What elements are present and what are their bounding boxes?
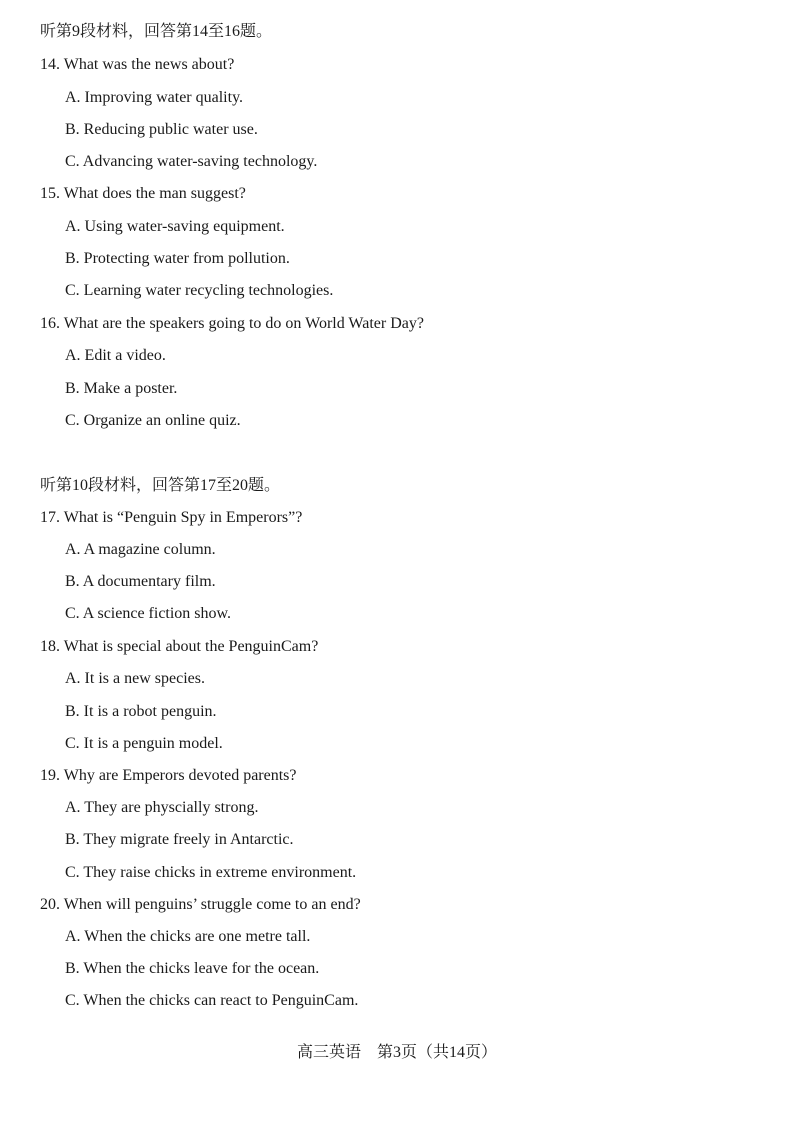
- question-14-stem: 14. What was the news about?: [40, 56, 235, 73]
- question-18-option-c: C. It is a penguin model.: [65, 735, 223, 752]
- question-18-option-b: B. It is a robot penguin.: [65, 703, 217, 720]
- question-16-option-a: A. Edit a video.: [65, 347, 166, 364]
- question-16-option-c: C. Organize an online quiz.: [65, 412, 241, 429]
- question-19-option-c: C. They raise chicks in extreme environment.: [65, 864, 357, 881]
- question-18-option-a: A. It is a new species.: [65, 670, 205, 687]
- question-15-option-b: B. Protecting water from pollution.: [65, 250, 290, 267]
- question-17-stem: 17. What is “Penguin Spy in Emperors”?: [40, 509, 303, 526]
- section-heading: 听第9段材料，回答第14至16题。: [40, 23, 273, 40]
- question-14-option-b: B. Reducing public water use.: [65, 121, 258, 138]
- question-19-option-a: A. They are physcially strong.: [65, 799, 259, 816]
- question-15-stem: 15. What does the man suggest?: [40, 185, 246, 202]
- question-17-option-a: A. A magazine column.: [65, 541, 216, 558]
- question-19-option-b: B. They migrate freely in Antarctic.: [65, 831, 294, 848]
- question-17-option-c: C. A science fiction show.: [65, 605, 232, 622]
- question-18-stem: 18. What is special about the PenguinCam?: [40, 638, 319, 655]
- question-19-stem: 19. Why are Emperors devoted parents?: [40, 767, 297, 784]
- question-17-option-b: B. A documentary film.: [65, 573, 216, 590]
- question-16-stem: 16. What are the speakers going to do on World Water Day?: [40, 315, 424, 332]
- question-14-option-c: C. Advancing water-saving technology.: [65, 153, 318, 170]
- page-footer: 高三英语 第3页（共14页）: [296, 1044, 497, 1061]
- section-heading: 听第10段材料，回答第17至20题。: [40, 477, 281, 494]
- question-20-option-a: A. When the chicks are one metre tall.: [65, 928, 311, 945]
- question-20-stem: 20. When will penguins’ struggle come to an end?: [40, 896, 361, 913]
- question-15-option-c: C. Learning water recycling technologies.: [65, 282, 334, 299]
- question-20-option-c: C. When the chicks can react to PenguinCam.: [65, 992, 359, 1009]
- question-20-option-b: B. When the chicks leave for the ocean.: [65, 960, 320, 977]
- question-16-option-b: B. Make a poster.: [65, 380, 178, 397]
- question-14-option-a: A. Improving water quality.: [65, 89, 244, 106]
- question-15-option-a: A. Using water-saving equipment.: [65, 218, 285, 235]
